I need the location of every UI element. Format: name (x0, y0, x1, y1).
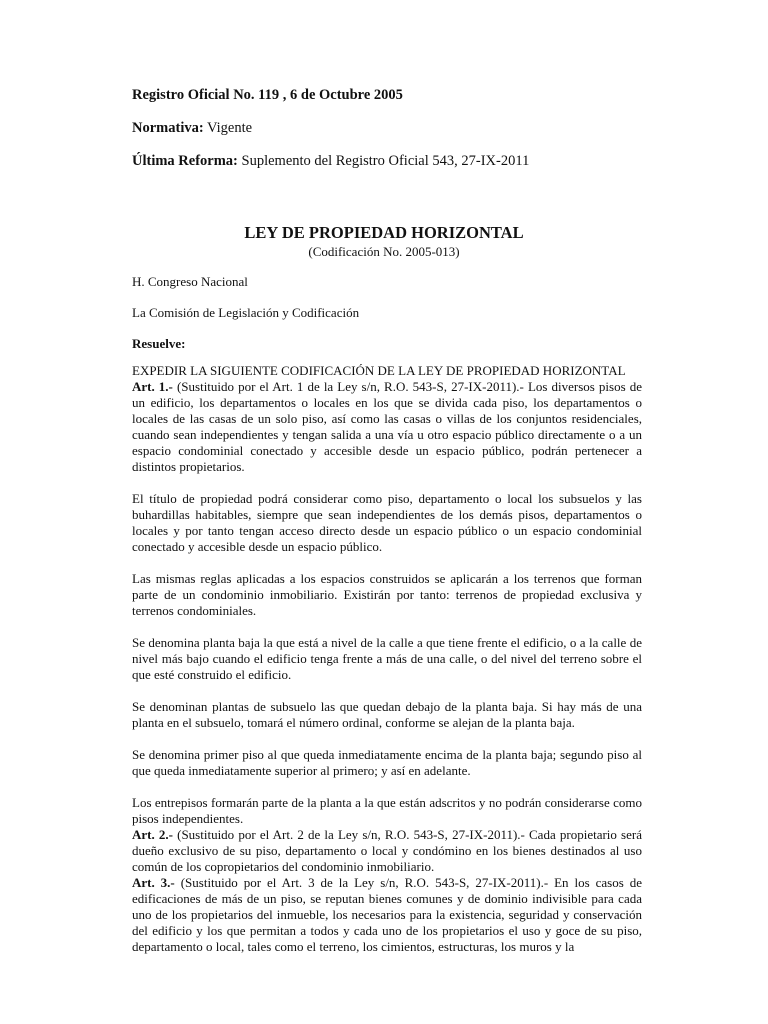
article-2-label: Art. 2.- (132, 827, 173, 842)
article-2-text: (Sustituido por el Art. 2 de la Ley s/n, R.O. 543-S, 27-IX-2011).- Cada propietario será dueño exclusivo de su piso, departamento o local y condómino en los bienes destinados al uso común de los copropietarios del condominio inmobiliario. (132, 827, 642, 874)
article-3-label: Art. 3.- (132, 875, 175, 890)
article-2 (132, 827, 642, 875)
expedir-text: EXPEDIR LA SIGUIENTE CODIFICACIÓN DE LA LEY DE PROPIEDAD HORIZONTAL (132, 363, 626, 378)
article-1-text: (Sustituido por el Art. 1 de la Ley s/n, R.O. 543-S, 27-IX-2011).- Los diversos pisos de un edificio, los departamentos o locales en los que se divida cada piso, los departamentos o locales de las casas de un solo piso, así como las casas o villas de los conjuntos residenciales, cuando sean independientes y tengan salida a una vía u otro espacio público directamente o a un espacio condominial conectado y accesible desde un espacio público, podrán pertenecer a distintos propietarios. (132, 379, 642, 474)
normativa-value: Vigente (207, 120, 253, 136)
reforma-value: Suplemento del Registro Oficial 543, 27-IX-2011 (241, 153, 530, 169)
article-1 (132, 379, 642, 475)
article-1-label: Art. 1.- (132, 379, 173, 394)
paragraph-4: Se denominan plantas de subsuelo las que quedan debajo de la planta baja. Si hay más de una planta en el subsuelo, tomará el número ordinal, conforme se alejan de la planta baja. (132, 699, 642, 730)
paragraph-6: Los entrepisos formarán parte de la planta a la que están adscritos y no podrán considerarse como pisos independientes. (132, 795, 642, 826)
registro-text: Registro Oficial No. 119 , 6 de Octubre 2005 (132, 87, 403, 103)
reforma-label: Última Reforma: (132, 153, 238, 169)
paragraph-2: Las mismas reglas aplicadas a los espacios construidos se aplicarán a los terrenos que forman parte de un condominio inmobiliario. Existirán por tanto: terrenos de propiedad exclusiva y terrenos condominiales. (132, 571, 642, 618)
normativa-line (132, 119, 252, 137)
paragraph-1: El título de propiedad podrá considerar como piso, departamento o local los subsuelos y las buhardillas habitables, siempre que sean independientes de los demás pisos, departamentos o locales y por tanto tengan acceso directo desde un espacio público o un espacio condominial conectado y accesible desde un espacio público. (132, 491, 642, 554)
paragraph-5: Se denomina primer piso al que queda inmediatamente encima de la planta baja; segundo piso al que queda inmediatamente superior al primero; y así en adelante. (132, 747, 642, 778)
comision-text: La Comisión de Legislación y Codificación (132, 305, 360, 320)
article-3-text: (Sustituido por el Art. 3 de la Ley s/n, R.O. 543-S, 27-IX-2011).- En los casos de edificaciones de más de un piso, se reputan bienes comunes y de dominio indivisible para cada uno de los propietarios del inmueble, los necesarios para la existencia, seguridad y conservación del edificio y los que permitan a todos y cada uno de los propietarios el uso y goce de su piso, departamento o local, tales como el terreno, los cimientos, estructuras, los muros y la (132, 875, 642, 954)
document-title: LEY DE PROPIEDAD HORIZONTAL (244, 223, 524, 242)
normativa-label: Normativa: (132, 120, 204, 136)
document-subtitle: (Codificación No. 2005-013) (308, 244, 460, 259)
paragraph-3: Se denomina planta baja la que está a nivel de la calle a que tiene frente el edificio, o a la calle de nivel más bajo cuando el edificio tenga frente a más de una calle, o del nivel del terreno sobre el que esté construido el edificio. (132, 635, 642, 682)
reforma-line (132, 152, 529, 170)
registro-line (132, 86, 403, 104)
congreso-text: H. Congreso Nacional (132, 274, 248, 289)
resuelve-text: Resuelve: (132, 336, 186, 351)
document-body (132, 363, 642, 955)
article-3 (132, 875, 642, 955)
